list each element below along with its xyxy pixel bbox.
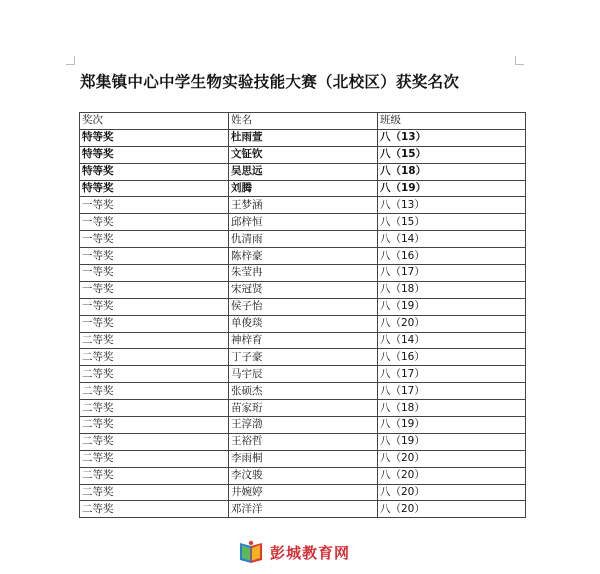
name-cell: 张硕杰: [229, 383, 378, 400]
name-cell: 单俊琰: [229, 315, 378, 332]
award-cell: 一等奖: [80, 281, 229, 298]
table-row: [80, 265, 526, 282]
name-cell: 文钲钦: [229, 146, 378, 163]
table-row: [80, 248, 526, 265]
table-row: [80, 349, 526, 366]
award-cell: 一等奖: [80, 231, 229, 248]
table-row: [80, 366, 526, 383]
footer-logo[interactable]: [238, 539, 350, 565]
class-cell: 八（14）: [378, 231, 526, 248]
logo-text: 彭城教育网: [270, 543, 351, 562]
table-row: [80, 484, 526, 501]
table-row: [80, 400, 526, 417]
class-cell: 八（15）: [378, 146, 526, 163]
class-cell: 八（16）: [378, 248, 526, 265]
table-row: [80, 281, 526, 298]
header-award: 奖次: [80, 113, 229, 130]
class-cell: 八（19）: [378, 433, 526, 450]
class-cell: 八（20）: [378, 450, 526, 467]
table-header-row: [80, 113, 526, 130]
page-corner-mark: [66, 56, 75, 65]
table-row: [80, 146, 526, 163]
award-cell: 二等奖: [80, 433, 229, 450]
name-cell: 井婉婷: [229, 484, 378, 501]
class-cell: 八（20）: [378, 467, 526, 484]
award-cell: 二等奖: [80, 332, 229, 349]
award-cell: 二等奖: [80, 349, 229, 366]
award-cell: 特等奖: [80, 163, 229, 180]
class-cell: 八（18）: [378, 400, 526, 417]
name-cell: 刘腾: [229, 180, 378, 197]
class-cell: 八（17）: [378, 265, 526, 282]
table-row: [80, 214, 526, 231]
table-row: [80, 450, 526, 467]
class-cell: 八（19）: [378, 180, 526, 197]
award-cell: 一等奖: [80, 214, 229, 231]
class-cell: 八（20）: [378, 484, 526, 501]
table-row: [80, 433, 526, 450]
award-cell: 特等奖: [80, 180, 229, 197]
page-corner-mark: [515, 56, 524, 65]
class-cell: 八（13）: [378, 197, 526, 214]
class-cell: 八（17）: [378, 366, 526, 383]
name-cell: 侯子怡: [229, 298, 378, 315]
award-table: [79, 112, 526, 518]
name-cell: 宋冠贤: [229, 281, 378, 298]
award-cell: 二等奖: [80, 417, 229, 434]
class-cell: 八（20）: [378, 315, 526, 332]
name-cell: 王淳渤: [229, 417, 378, 434]
table-row: [80, 315, 526, 332]
table-row: [80, 231, 526, 248]
name-cell: 邓洋洋: [229, 501, 378, 518]
award-cell: 二等奖: [80, 400, 229, 417]
page-title: 郑集镇中心中学生物实验技能大赛（北校区）获奖名次: [80, 73, 460, 91]
class-cell: 八（20）: [378, 501, 526, 518]
table-row: [80, 383, 526, 400]
award-cell: 二等奖: [80, 484, 229, 501]
name-cell: 苗家珩: [229, 400, 378, 417]
header-class: 班级: [378, 113, 526, 130]
award-cell: 二等奖: [80, 366, 229, 383]
name-cell: 王梦涵: [229, 197, 378, 214]
name-cell: 陈梓豪: [229, 248, 378, 265]
class-cell: 八（19）: [378, 298, 526, 315]
name-cell: 丁子豪: [229, 349, 378, 366]
name-cell: 邱梓恒: [229, 214, 378, 231]
table-row: [80, 197, 526, 214]
award-cell: 特等奖: [80, 146, 229, 163]
award-cell: 二等奖: [80, 467, 229, 484]
award-cell: 一等奖: [80, 248, 229, 265]
class-cell: 八（19）: [378, 417, 526, 434]
award-cell: 特等奖: [80, 129, 229, 146]
table-row: [80, 163, 526, 180]
class-cell: 八（18）: [378, 163, 526, 180]
name-cell: 王裕哲: [229, 433, 378, 450]
class-cell: 八（18）: [378, 281, 526, 298]
award-cell: 二等奖: [80, 501, 229, 518]
class-cell: 八（14）: [378, 332, 526, 349]
award-cell: 一等奖: [80, 315, 229, 332]
table-row: [80, 129, 526, 146]
table-row: [80, 332, 526, 349]
table-row: [80, 180, 526, 197]
award-cell: 一等奖: [80, 298, 229, 315]
award-cell: 二等奖: [80, 450, 229, 467]
name-cell: 仇清雨: [229, 231, 378, 248]
table-row: [80, 501, 526, 518]
name-cell: 神梓育: [229, 332, 378, 349]
award-cell: 一等奖: [80, 265, 229, 282]
book-logo-icon: [238, 540, 264, 564]
class-cell: 八（16）: [378, 349, 526, 366]
award-cell: 一等奖: [80, 197, 229, 214]
class-cell: 八（15）: [378, 214, 526, 231]
name-cell: 马宇辰: [229, 366, 378, 383]
class-cell: 八（13）: [378, 129, 526, 146]
class-cell: 八（17）: [378, 383, 526, 400]
table-row: [80, 467, 526, 484]
name-cell: 朱莹冉: [229, 265, 378, 282]
table-row: [80, 417, 526, 434]
name-cell: 李雨桐: [229, 450, 378, 467]
table-row: [80, 298, 526, 315]
header-name: 姓名: [229, 113, 378, 130]
name-cell: 吴思远: [229, 163, 378, 180]
name-cell: 杜雨萱: [229, 129, 378, 146]
award-cell: 二等奖: [80, 383, 229, 400]
name-cell: 李汶骏: [229, 467, 378, 484]
